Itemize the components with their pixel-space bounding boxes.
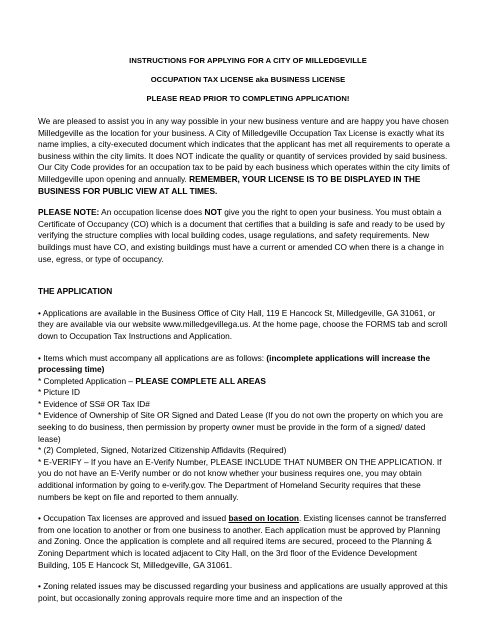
note-not: NOT [204,207,222,218]
please-note-paragraph [38,207,450,265]
document-title-line-3: PLEASE READ PRIOR TO COMPLETING APPLICATION! [146,94,350,103]
approval-underlined: based on location [228,513,300,524]
required-item-ownership-lease: * Evidence of Ownership of Site OR Signed and Dated Lease (If you do not own the property on which you are seeking to do business, then permission by property owner must be provide in the form of a signed/ dated lease) [38,410,443,444]
note-text-1: An occupation license does [99,207,205,218]
document-title-line-1: INSTRUCTIONS FOR APPLYING FOR A CITY OF MILLEDGEVILLE [129,56,367,65]
note-text-2: give you the right to open your business. You must obtain a Certificate of Occupancy (CO) which is a document that certifies that a building is safe and ready to be used by verifying the structure complies with local building codes, usage regulations, and safety requirements. New buildings must have CO, and existing buildings must have a current or amended CO when there is a change in use, egress, or type of occupancy. [38,207,445,264]
document-title-line-2: OCCUPATION TAX LICENSE aka BUSINESS LICENSE [150,75,346,84]
required-item-completed-application [38,376,450,388]
note-label: PLEASE NOTE: [38,207,100,218]
location-approval-bullet [38,513,450,571]
section-heading-application: THE APPLICATION [38,286,113,297]
required-item-emphasis: PLEASE COMPLETE ALL AREAS [135,375,266,386]
intro-text: We are pleased to assist you in any way possible in your new business venture and are happy you have chosen Milledgeville as the location for your business. A City of Milledgeville Occupation Tax License is exactly what its name implies, a city-executed document which indicates that the applicant has met all requirements to operate a business within the city limits. It does NOT indicate the quality or quantity of services provided by said business. Our City Code provides for an occupation tax to be paid by each business which operates within the city limits of Milledgeville upon opening and annually. [38,116,450,184]
zoning-bullet: • Zoning related issues may be discussed regarding your business and applications are usually approved at this point, but occasionally zoning approvals require more time and an inspection of the [38,581,448,603]
intro-paragraph [38,116,450,197]
required-item-e-verify: * E-VERIFY – If you have an E-Verify Number, PLEASE INCLUDE THAT NUMBER ON THE APPLICATION. If you do not have an E-Verify number or do not know whether your business requires one, you may obtain additional information by going to e-verify.gov. The Department of Homeland Security requires that these numbers be kept on file and reported to them annually. [38,456,442,502]
required-item-ssn-tax-id: * Evidence of SS# OR Tax ID# [38,398,150,409]
required-items-intro-note: (incomplete applications will increase the processing time) [38,352,431,375]
approval-text-1: • Occupation Tax licenses are approved and issued [38,513,229,524]
required-item-prefix: * Completed Application – [38,375,136,386]
required-item-affidavits: * (2) Completed, Signed, Notarized Citizenship Affidavits (Required) [38,445,287,456]
availability-bullet: • Applications are available in the Business Office of City Hall, 119 E Hancock St, Milledgeville, GA 31061, or they are available via our website www.milledgevillega.us. At the home page, choose the FORMS tab and scroll down to Occupation Tax Instructions and Application. [38,307,448,341]
required-items-intro [38,353,450,376]
required-items-intro-text: • Items which must accompany all applications are as follows: [38,352,267,363]
required-items-list [38,353,450,504]
required-item-picture-id: * Picture ID [38,387,80,398]
approval-text-2: . Existing licenses cannot be transferred from one location to another or from one business to another. Each application must be approved by Planning and Zoning. Once the application is complete and all required items are secured, proceed to the Planning & Zoning Department which is located adjacent to City Hall, on the 3rd floor of the Evidence Development Building, 105 E Hancock St, Milledgeville, GA 31061. [38,513,447,570]
intro-emphasis: REMEMBER, YOUR LICENSE IS TO BE DISPLAYED IN THE BUSINESS FOR PUBLIC VIEW AT ALL TIMES. [38,173,421,196]
